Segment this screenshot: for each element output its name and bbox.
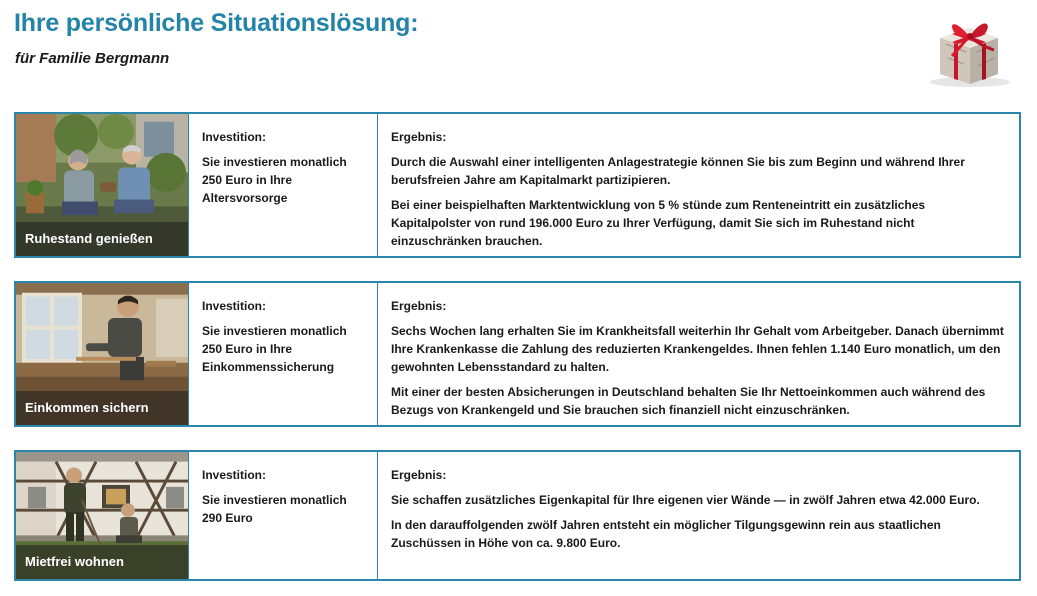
income-photo bbox=[16, 283, 189, 425]
card-caption: Einkommen sichern bbox=[16, 391, 188, 425]
investment-heading: Investition: bbox=[202, 299, 267, 313]
home-photo bbox=[16, 452, 189, 579]
investment-line: Sie investieren monatlich bbox=[202, 155, 347, 169]
result-heading: Ergebnis: bbox=[391, 130, 447, 144]
page-title: Ihre persönliche Situationslösung: bbox=[14, 9, 419, 37]
result-paragraph: In den darauffolgenden zwölf Jahren entsteht ein möglicher Tilgungsgewinn rein aus staatlichen Zuschüssen in Höhe von ca. 9.800 Euro. bbox=[391, 518, 941, 550]
investment-column bbox=[189, 114, 378, 256]
result-column bbox=[378, 114, 1019, 256]
result-heading: Ergebnis: bbox=[391, 299, 447, 313]
investment-line: Altersvorsorge bbox=[202, 191, 288, 205]
page-subtitle: für Familie Bergmann bbox=[15, 50, 170, 67]
investment-column bbox=[189, 283, 378, 425]
investment-line: 290 Euro bbox=[202, 511, 253, 525]
solution-card-retirement bbox=[14, 112, 1021, 258]
solution-card-income bbox=[14, 281, 1021, 427]
result-paragraph: Sie schaffen zusätzliches Eigenkapital für Ihre eigenen vier Wände — in zwölf Jahren etwa 42.000 Euro. bbox=[391, 493, 980, 507]
result-column bbox=[378, 283, 1019, 425]
investment-line: 250 Euro in Ihre bbox=[202, 173, 293, 187]
investment-line: Sie investieren monatlich bbox=[202, 493, 347, 507]
investment-heading: Investition: bbox=[202, 130, 267, 144]
retirement-photo bbox=[16, 114, 189, 256]
result-paragraph: Sechs Wochen lang erhalten Sie im Krankheitsfall weiterhin Ihr Gehalt vom Arbeitgeber. Danach übernimmt Ihre Krankenkasse die Zahlung des reduzierten Krankengeldes. Ihnen fehlen 1.140 Euro monatlich, um den gewohnten Lebensstandard zu halten. bbox=[391, 324, 1004, 374]
result-heading: Ergebnis: bbox=[391, 468, 447, 482]
result-column bbox=[378, 452, 1019, 579]
card-caption: Ruhestand genießen bbox=[16, 222, 188, 256]
result-paragraph: Bei einer beispielhaften Marktentwicklung von 5 % stünde zum Renteneintritt ein zusätzliches Kapitalpolster von rund 196.000 Euro zu Ihrer Verfügung, damit Sie sich im Ruhestand nicht einzuschränken brauchen. bbox=[391, 198, 926, 248]
investment-line: 250 Euro in Ihre bbox=[202, 342, 293, 356]
investment-line: Einkommenssicherung bbox=[202, 360, 335, 374]
card-caption: Mietfrei wohnen bbox=[16, 545, 188, 579]
gift-icon bbox=[918, 8, 1018, 88]
investment-line: Sie investieren monatlich bbox=[202, 324, 347, 338]
investment-column bbox=[189, 452, 378, 579]
result-paragraph: Mit einer der besten Absicherungen in Deutschland behalten Sie Ihr Nettoeinkommen auch während des Bezugs von Krankengeld und Sie brauchen sich finanziell nicht einzuschränken. bbox=[391, 385, 986, 417]
solution-card-home bbox=[14, 450, 1021, 581]
investment-heading: Investition: bbox=[202, 468, 267, 482]
result-paragraph: Durch die Auswahl einer intelligenten Anlagestrategie können Sie bis zum Beginn und während Ihrer berufsfreien Jahre am Kapitalmarkt partizipieren. bbox=[391, 155, 965, 187]
